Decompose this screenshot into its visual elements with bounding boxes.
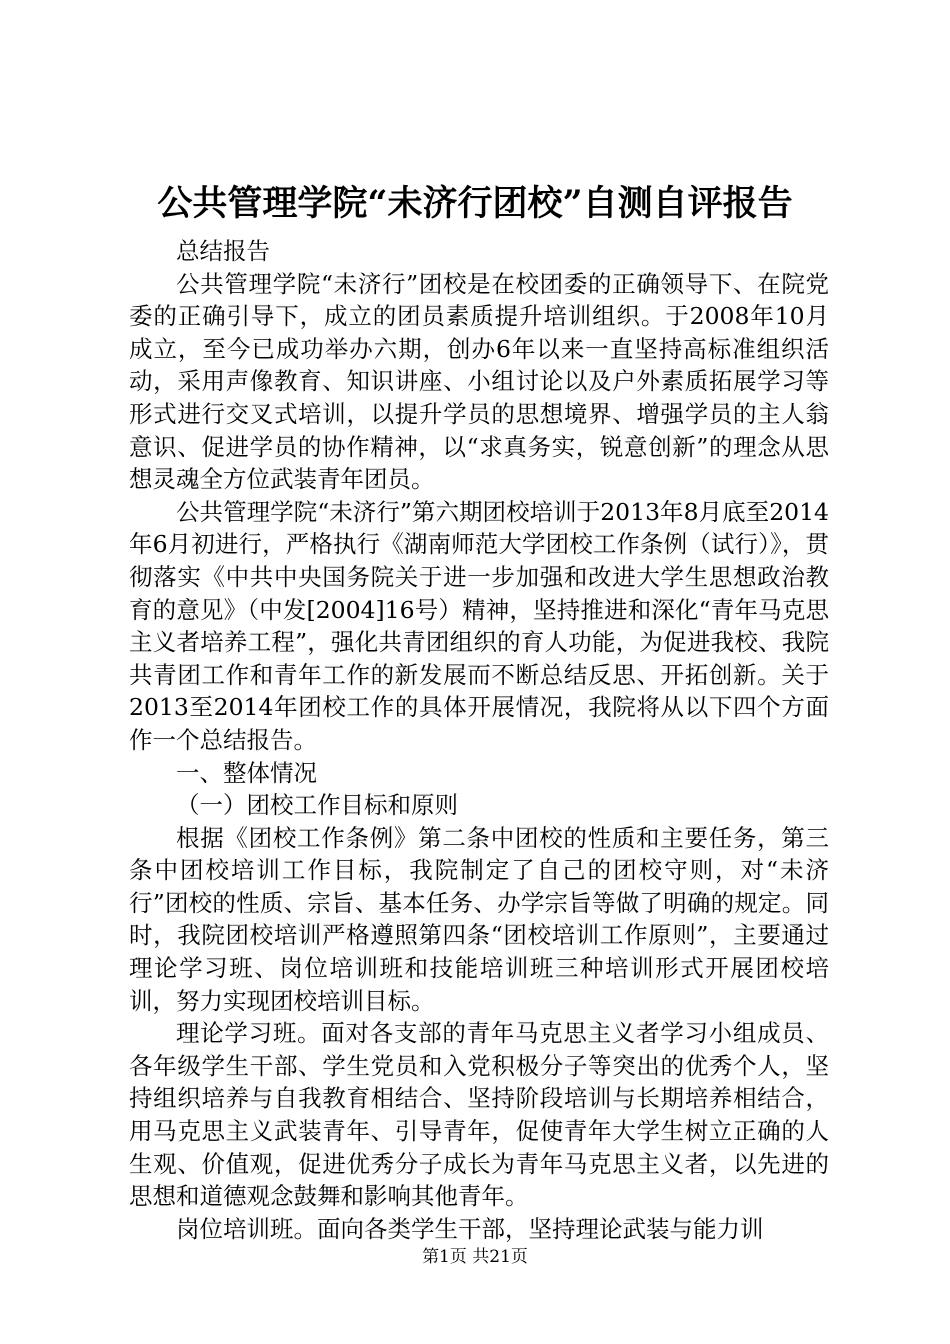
paragraph-summary-label: 总结报告 — [176, 237, 270, 265]
document-body — [129, 235, 829, 1245]
page-number-footer: 第1页 共21页 — [422, 1247, 528, 1267]
paragraph-post-training: 岗位培训班。面向各类学生干部，坚持理论武装与能力训 — [176, 1214, 764, 1243]
paragraph-theory-class: 理论学习班。面对各支部的青年马克思主义者学习小组成员、各年级学生干部、学生党员和入党积极分子等突出的优秀个人，坚持组织培养与自我教育相结合、坚持阶段培训与长期培养相结合，用马克思主义武装青年、引导青年，促使青年大学生树立正确的人生观、价值观，促进优秀分子成长为青年马克思主义者，以先进的思想和道德观念鼓舞和影响其他青年。 — [129, 1019, 829, 1211]
paragraph-sixth-session: 公共管理学院“未济行”第六期团校培训于2013年8月底至2014年6月初进行，严格执行《湖南师范大学团校工作条例（试行）》，贯彻落实《中共中央国务院关于进一步加强和改进大学生思想政治教育的意见》（中发[2004]16号）精神，坚持推进和深化“青年马克思主义者培养工程”，强化共青团组织的育人功能，为促进我校、我院共青团工作和青年工作的新发展而不断总结反思、开拓创新。关于2013至2014年团校工作的具体开展情况，我院将从以下四个方面作一个总结报告。 — [129, 497, 829, 754]
paragraph-regulations: 根据《团校工作条例》第二条中团校的性质和主要任务，第三条中团校培训工作目标，我院制定了自己的团校守则，对“未济行”团校的性质、宗旨、基本任务、办学宗旨等做了明确的规定。同时，我院团校培训严格遵照第四条“团校培训工作原则”，主要通过理论学习班、岗位培训班和技能培训班三种培训形式开展团校培训，努力实现团校培训目标。 — [129, 823, 829, 1015]
section-heading-overall: 一、整体情况 — [176, 758, 317, 787]
document-title: 公共管理学院“未济行团校”自测自评报告 — [157, 183, 793, 224]
subsection-heading-goals: （一）团校工作目标和原则 — [176, 791, 458, 820]
paragraph-intro: 公共管理学院“未济行”团校是在校团委的正确领导下、在院党委的正确引导下，成立的团员素质提升培训组织。于2008年10月成立，至今已成功举办六期，创办6年以来一直坚持高标准组织活动，采用声像教育、知识讲座、小组讨论以及户外素质拓展学习等形式进行交叉式培训，以提升学员的思想境界、增强学员的主人翁意识、促进学员的协作精神，以“求真务实，锐意创新”的理念从思想灵魂全方位武装青年团员。 — [129, 269, 829, 494]
